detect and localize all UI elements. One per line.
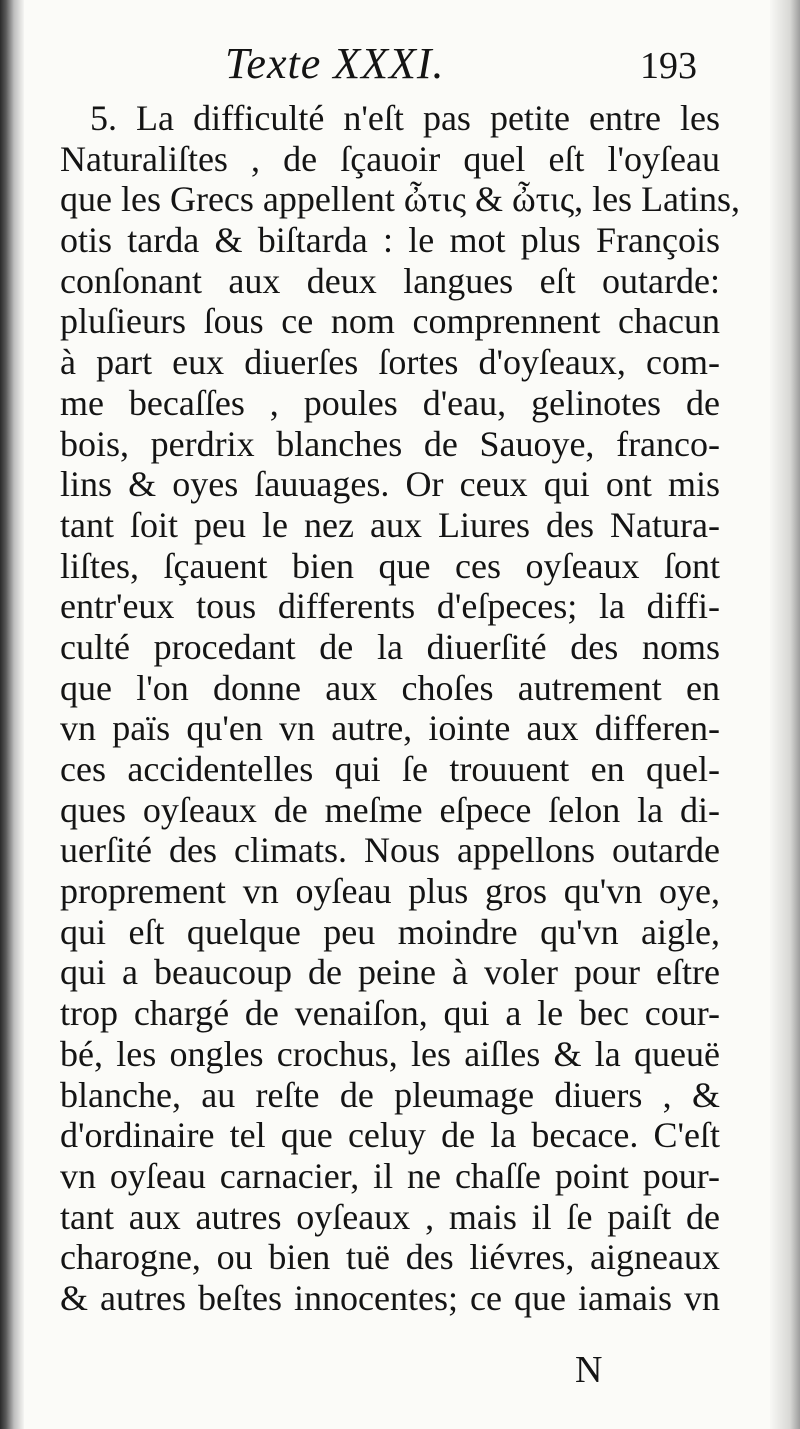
text-line: liſtes, ſçauent bien que ces oyſeaux ſont xyxy=(60,545,720,586)
page-number: 193 xyxy=(640,45,697,87)
text-line: bé, les ongles crochus, les aiſles & la queuë xyxy=(60,1033,720,1074)
text-line: pluſieurs ſous ce nom comprennent chacun xyxy=(60,301,720,342)
text-line: 5. La difficulté n'eſt pas petite entre les xyxy=(90,98,720,138)
page-header xyxy=(0,38,800,90)
text-line: uerſité des climats. Nous appellons outarde xyxy=(60,830,720,871)
text-line: me becaſſes , poules d'eau, gelinotes de xyxy=(60,382,720,423)
text-line: charogne, ou bien tuë des liévres, aigneaux xyxy=(60,1237,720,1278)
text-line: vn païs qu'en vn autre, iointe aux differen- xyxy=(60,708,720,749)
page-gutter-shadow xyxy=(0,0,24,1429)
text-line: blanche, au reſte de pleumage diuers , & xyxy=(60,1074,720,1115)
text-line: culté procedant de la diuerſité des noms xyxy=(60,626,720,667)
text-line: que les Grecs appellent ὦτις & ὦτις, les Latins, xyxy=(60,179,741,220)
text-line: & autres beſtes innocentes; ce que iamais vn xyxy=(60,1277,720,1318)
text-line: qui a beaucoup de peine à voler pour eſtre xyxy=(60,952,720,993)
running-title: Texte XXXI. xyxy=(225,39,445,88)
text-line: entr'eux tous differents d'eſpeces; la diffi- xyxy=(60,586,720,627)
text-line: ques oyſeaux de meſme eſpece ſelon la di- xyxy=(60,789,720,830)
text-line: Naturaliſtes , de ſçauoir quel eſt l'oyſeau xyxy=(60,138,720,179)
text-line: tant aux autres oyſeaux , mais il ſe paiſt de xyxy=(60,1196,720,1237)
signature-mark: N xyxy=(575,1349,603,1391)
text-line: d'ordinaire tel que celuy de la becace. C'eſt xyxy=(60,1115,720,1156)
body-text xyxy=(60,98,741,1319)
text-line: proprement vn oyſeau plus gros qu'vn oye, xyxy=(60,871,720,912)
text-line: trop chargé de venaiſon, qui a le bec cour- xyxy=(60,993,720,1034)
text-line: tant ſoit peu le nez aux Liures des Natura- xyxy=(60,504,720,545)
page-edge-shadow xyxy=(770,0,800,1429)
text-line: ces accidentelles qui ſe trouuent en quel- xyxy=(60,749,720,789)
text-line: vn oyſeau carnacier, il ne chaſſe point pour- xyxy=(60,1155,720,1196)
text-line: lins & oyes ſauuages. Or ceux qui ont mis xyxy=(60,464,720,505)
text-line: qui eſt quelque peu moindre qu'vn aigle, xyxy=(60,911,720,952)
text-line: otis tarda & biſtarda : le mot plus François xyxy=(60,220,720,261)
text-line: conſonant aux deux langues eſt outarde: xyxy=(60,260,720,301)
text-line: à part eux diuerſes ſortes d'oyſeaux, com- xyxy=(60,342,720,383)
text-line: bois, perdrix blanches de Sauoye, franco- xyxy=(60,423,720,464)
text-line: que l'on donne aux choſes autrement en xyxy=(60,667,720,708)
